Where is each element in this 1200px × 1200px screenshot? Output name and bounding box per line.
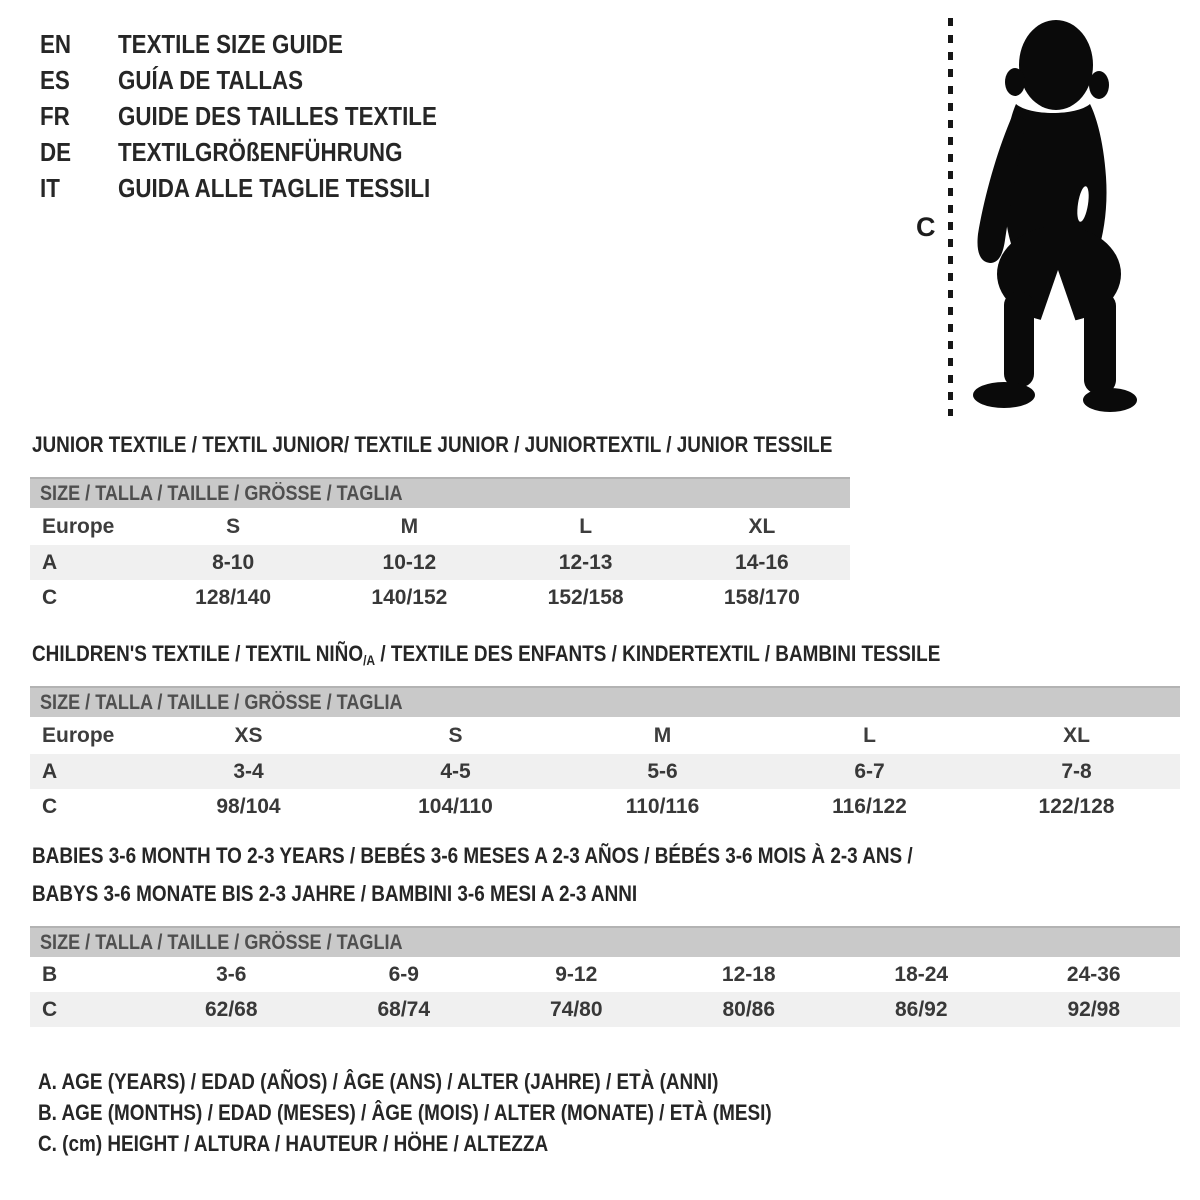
language-row	[40, 134, 449, 170]
value-cell: 104/110	[418, 794, 493, 818]
legend-line-a	[38, 1066, 829, 1097]
size-column-header: XL	[1063, 723, 1090, 747]
value-cell: 86/92	[835, 992, 1008, 1027]
age-years-row	[30, 545, 850, 580]
value-cell: 12-13	[498, 545, 674, 580]
babies-size-table	[30, 926, 1180, 1027]
language-row	[40, 26, 379, 62]
size-header-text: SIZE / TALLA / TAILLE / GRÖSSE / TAGLIA	[40, 931, 403, 954]
value-cell: 6-9	[388, 962, 419, 986]
row-label: C	[42, 794, 58, 818]
language-code: ES	[40, 65, 70, 95]
junior-size-table	[30, 477, 850, 615]
language-row	[40, 98, 489, 134]
guide-title-es: GUÍA DE TALLAS	[118, 65, 304, 95]
height-cm-row	[30, 580, 850, 615]
children-size-table	[30, 686, 1180, 824]
value-cell: 158/170	[723, 585, 800, 609]
value-cell: 5-6	[559, 754, 766, 789]
size-header-text: SIZE / TALLA / TAILLE / GRÖSSE / TAGLIA	[40, 482, 403, 505]
value-cell: 98/104	[216, 794, 281, 818]
value-cell: 110/116	[625, 794, 700, 818]
legend-a-text: A. AGE (YEARS) / EDAD (AÑOS) / ÂGE (ANS) / ALTER (JAHRE) / ETÀ (ANNI)	[38, 1069, 719, 1094]
row-label: C	[42, 585, 58, 609]
region-header-cell: Europe	[42, 723, 115, 747]
value-cell: 18-24	[894, 962, 949, 986]
value-cell: 10-12	[321, 545, 497, 580]
column-header-row	[30, 717, 1180, 754]
value-cell: 152/158	[547, 585, 624, 609]
legend-line-b	[38, 1097, 891, 1128]
height-cm-row	[30, 789, 1180, 824]
value-cell: 7-8	[973, 754, 1180, 789]
value-cell: 4-5	[352, 754, 559, 789]
value-cell: 62/68	[145, 992, 318, 1027]
size-column-header: M	[653, 723, 672, 747]
legend-line-c	[38, 1128, 631, 1159]
size-header-text: SIZE / TALLA / TAILLE / GRÖSSE / TAGLIA	[40, 691, 403, 714]
row-label: B	[42, 962, 58, 986]
section-title-children	[32, 640, 1088, 674]
children-title-before: CHILDREN'S TEXTILE / TEXTIL NIÑO	[32, 641, 364, 666]
region-header-cell: Europe	[42, 514, 115, 538]
value-cell: 68/74	[318, 992, 491, 1027]
size-header-band	[30, 477, 850, 508]
language-row	[40, 170, 481, 206]
value-cell: 12-18	[721, 962, 776, 986]
section-title-junior	[32, 431, 963, 459]
guide-title-it: GUIDA ALLE TAGLIE TESSILI	[118, 173, 431, 203]
size-column-header: M	[400, 514, 419, 538]
row-label: C	[30, 992, 145, 1027]
height-measure-label: C	[916, 212, 936, 242]
value-cell: 14-16	[674, 545, 850, 580]
children-title-after: / TEXTILE DES ENFANTS / KINDERTEXTIL / BAMBINI TESSILE	[375, 641, 941, 666]
toddler-silhouette-icon	[964, 12, 1138, 414]
age-years-row	[30, 754, 1180, 789]
size-header-band	[30, 686, 1180, 717]
value-cell: 116/122	[832, 794, 907, 818]
size-header-band	[30, 926, 1180, 957]
value-cell: 122/128	[1038, 794, 1115, 818]
section-title-babies-line1	[32, 842, 1056, 870]
value-cell: 9-12	[555, 962, 598, 986]
age-months-row	[30, 957, 1180, 992]
value-cell: 8-10	[145, 545, 321, 580]
column-header-row	[30, 508, 850, 545]
size-column-header: S	[448, 723, 463, 747]
value-cell: 80/86	[663, 992, 836, 1027]
babies-title-line1-text: BABIES 3-6 MONTH TO 2-3 YEARS / BEBÉS 3-6 MESES A 2-3 AÑOS / BÉBÉS 3-6 MOIS À 2-3 ANS /	[32, 843, 913, 868]
value-cell: 128/140	[195, 585, 272, 609]
children-title-subscript: /A	[363, 652, 376, 668]
value-cell: 140/152	[371, 585, 448, 609]
language-code: DE	[40, 137, 72, 167]
size-column-header: L	[863, 723, 876, 747]
row-label: A	[30, 754, 145, 789]
legend-c-text: C. (cm) HEIGHT / ALTURA / HAUTEUR / HÖHE / ALTEZZA	[38, 1131, 549, 1156]
guide-title-de: TEXTILGRÖßENFÜHRUNG	[118, 137, 403, 167]
language-code: IT	[40, 173, 60, 203]
height-cm-row	[30, 992, 1180, 1027]
size-column-header: XS	[234, 723, 263, 747]
guide-title-en: TEXTILE SIZE GUIDE	[118, 29, 343, 59]
size-column-header: XL	[748, 514, 776, 538]
size-column-header: L	[579, 514, 593, 538]
value-cell: 74/80	[490, 992, 663, 1027]
value-cell: 3-6	[216, 962, 247, 986]
language-code: FR	[40, 101, 70, 131]
language-code: EN	[40, 29, 72, 59]
size-column-header: S	[226, 514, 241, 538]
value-cell: 3-4	[145, 754, 352, 789]
section-title-children-text	[32, 640, 940, 674]
value-cell: 24-36	[1066, 962, 1121, 986]
row-label: A	[30, 545, 145, 580]
legend-b-text: B. AGE (MONTHS) / EDAD (MESES) / ÂGE (MOIS) / ALTER (MONATE) / ETÀ (MESI)	[38, 1100, 772, 1125]
section-title-junior-text: JUNIOR TEXTILE / TEXTIL JUNIOR/ TEXTILE JUNIOR / JUNIORTEXTIL / JUNIOR TESSILE	[32, 432, 833, 457]
guide-title-fr: GUIDE DES TAILLES TEXTILE	[118, 101, 437, 131]
value-cell: 6-7	[766, 754, 973, 789]
section-title-babies-line2	[32, 880, 736, 908]
value-cell: 92/98	[1008, 992, 1181, 1027]
language-row	[40, 62, 333, 98]
height-measure-dashed-line	[948, 18, 953, 416]
babies-title-line2-text: BABYS 3-6 MONATE BIS 2-3 JAHRE / BAMBINI 3-6 MESI A 2-3 ANNI	[32, 881, 638, 906]
